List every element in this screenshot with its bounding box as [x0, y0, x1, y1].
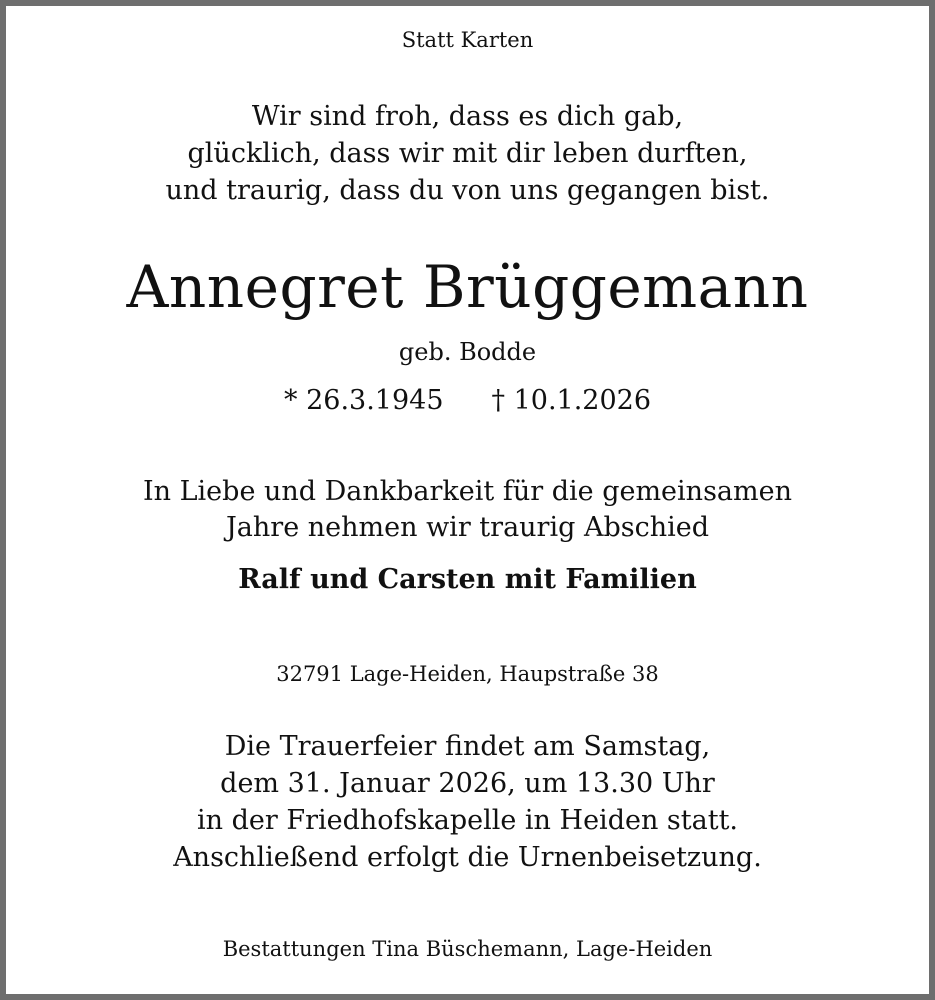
- death-date: † 10.1.2026: [491, 385, 651, 416]
- address: 32791 Lage-Heiden, Haupstraße 38: [276, 662, 659, 686]
- maiden-name: geb. Bodde: [398, 338, 537, 366]
- poem-line: und traurig, dass du von uns gegangen bist.: [165, 175, 770, 206]
- header-text: Statt Karten: [401, 28, 534, 52]
- deceased-name: Annegret Brüggemann: [126, 253, 809, 321]
- service-line: in der Friedhofskapelle in Heiden statt.: [196, 805, 739, 836]
- undertaker: Bestattungen Tina Büschemann, Lage-Heiden: [222, 937, 713, 961]
- birth-date: * 26.3.1945: [284, 385, 444, 416]
- service-line: Anschließend erfolgt die Urnenbeisetzung.: [173, 842, 762, 873]
- farewell-line: Jahre nehmen wir traurig Abschied: [225, 512, 710, 543]
- poem-line: Wir sind froh, dass es dich gab,: [251, 101, 684, 132]
- poem-line: glücklich, dass wir mit dir leben durften,: [187, 138, 748, 169]
- life-dates: [0, 387, 935, 414]
- service-line: Die Trauerfeier findet am Samstag,: [224, 731, 711, 762]
- service-line: dem 31. Januar 2026, um 13.30 Uhr: [220, 768, 715, 799]
- farewell-line: In Liebe und Dankbarkeit für die gemeinsamen: [142, 476, 792, 507]
- mourners: Ralf und Carsten mit Familien: [238, 564, 697, 595]
